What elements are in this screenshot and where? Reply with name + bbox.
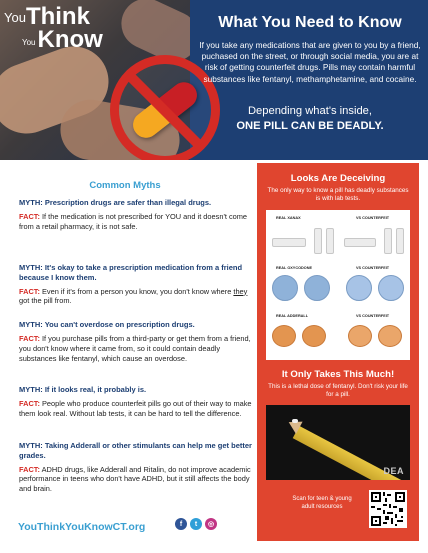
fentanyl-subtitle: This is a lethal dose of fentanyl. Don't risk your life for a pill. [268, 383, 408, 399]
header-banner [0, 0, 428, 160]
fact-text-post: got the pill from. [19, 296, 72, 306]
fact-label: FACT: [19, 211, 40, 221]
scan-text: Scan for teen & young adult resources [292, 496, 352, 510]
myth-fact [19, 212, 259, 232]
header-depending: Depending what's inside, [247, 105, 373, 117]
logo-you: You [4, 10, 26, 25]
twitter-icon[interactable]: t [190, 518, 202, 530]
qr-code[interactable] [369, 490, 407, 528]
fentanyl-dose-image [266, 405, 410, 480]
brand-logo [4, 3, 103, 53]
pill-xanax-real [314, 228, 322, 254]
myth-question: MYTH: Taking Adderall or other stimulants can help me get better grades. [19, 441, 252, 460]
website-link[interactable]: YouThinkYouKnowCT.org [18, 521, 146, 533]
pill-adderall-fake [348, 325, 372, 347]
fact-text: ADHD drugs, like Adderall and Ritalin, do not improve academic performance in teens who don't have ADHD, but it still affects the body and brain. [19, 464, 251, 494]
label-counterfeit: VS COUNTERFEIT [356, 314, 390, 318]
dea-watermark: DEA [383, 466, 404, 476]
fact-label: FACT: [19, 398, 40, 408]
deceiving-subtitle: The only way to know a pill has deadly substances is with lab tests. [267, 187, 409, 203]
fact-text-underlined: they [233, 286, 248, 296]
facebook-icon[interactable]: f [175, 518, 187, 530]
myth-item [19, 198, 259, 232]
myth-question: MYTH: You can't overdose on prescription drugs. [19, 320, 195, 329]
label-real-oxycodone: REAL OXYCODONE [276, 266, 313, 270]
myth-question: MYTH: Prescription drugs are safer than illegal drugs. [19, 198, 212, 207]
pill-oxy-real [272, 275, 298, 301]
header-title: What You Need to Know [218, 14, 402, 31]
pill-xanax-fake [384, 228, 392, 254]
instagram-icon[interactable]: ◎ [205, 518, 217, 530]
fact-text-pre: Even if it's from a person you know, you don't know where [42, 286, 234, 296]
header-deadly: ONE PILL CAN BE DEADLY. [236, 120, 384, 132]
fact-text: People who produce counterfeit pills go out of their way to make them look real. Without lab tests, it can be hard to tell the difference. [19, 398, 252, 418]
myth-fact [19, 334, 259, 364]
logo-you-small: You [22, 37, 36, 47]
pill-xanax-real [326, 228, 334, 254]
pill-adderall-real [302, 325, 326, 347]
pill-xanax-fake [344, 238, 376, 247]
fact-label: FACT: [19, 333, 40, 343]
label-counterfeit: VS COUNTERFEIT [356, 266, 390, 270]
myth-item [19, 320, 259, 364]
social-icons [175, 518, 217, 530]
sidebar-panel [257, 163, 419, 541]
fact-label: FACT: [19, 464, 40, 474]
deceiving-title: Looks Are Deceiving [290, 173, 386, 184]
fentanyl-title: It Only Takes This Much! [281, 369, 395, 380]
myth-fact [19, 465, 259, 495]
myth-question: MYTH: If it looks real, it probably is. [19, 385, 147, 394]
pill-oxy-fake [346, 275, 372, 301]
pill-comparison-image [266, 210, 410, 360]
fact-label: FACT: [19, 286, 40, 296]
pill-adderall-real [272, 325, 296, 347]
myth-question: MYTH: It's okay to take a prescription medication from a friend because I know them. [19, 263, 243, 282]
pill-oxy-fake [378, 275, 404, 301]
label-counterfeit: VS COUNTERFEIT [356, 216, 390, 220]
pill-xanax-real [272, 238, 306, 247]
fact-text: If the medication is not prescribed for YOU and it doesn't come from a retail pharmacy, it is not safe. [19, 211, 248, 231]
myths-title: Common Myths [89, 180, 161, 191]
pill-adderall-fake [378, 325, 402, 347]
fentanyl-powder [292, 419, 298, 423]
myth-item [19, 385, 259, 419]
label-real-adderall: REAL ADDERALL [276, 314, 309, 318]
fact-text: If you purchase pills from a third-party or get them from a friend, you don't know where it came from, so it could contain deadly substances like fentanyl, which cause an overdose. [19, 333, 251, 363]
logo-think: Think [25, 3, 90, 30]
myth-fact [19, 287, 259, 307]
pill-oxy-real [304, 275, 330, 301]
logo-know: Know [37, 25, 103, 53]
myth-fact [19, 399, 259, 419]
myth-item [19, 441, 259, 494]
label-real-xanax: REAL XANAX [276, 216, 301, 220]
pill-xanax-fake [396, 228, 404, 254]
myth-item [19, 263, 259, 306]
header-body: If you take any medications that are given to you by a friend, puchased on the street, or through social media, you are at risk of getting counterfeit drugs. Pills may contain harmful substances like fentanyl, methamphetamine, and cocaine. [199, 40, 421, 84]
